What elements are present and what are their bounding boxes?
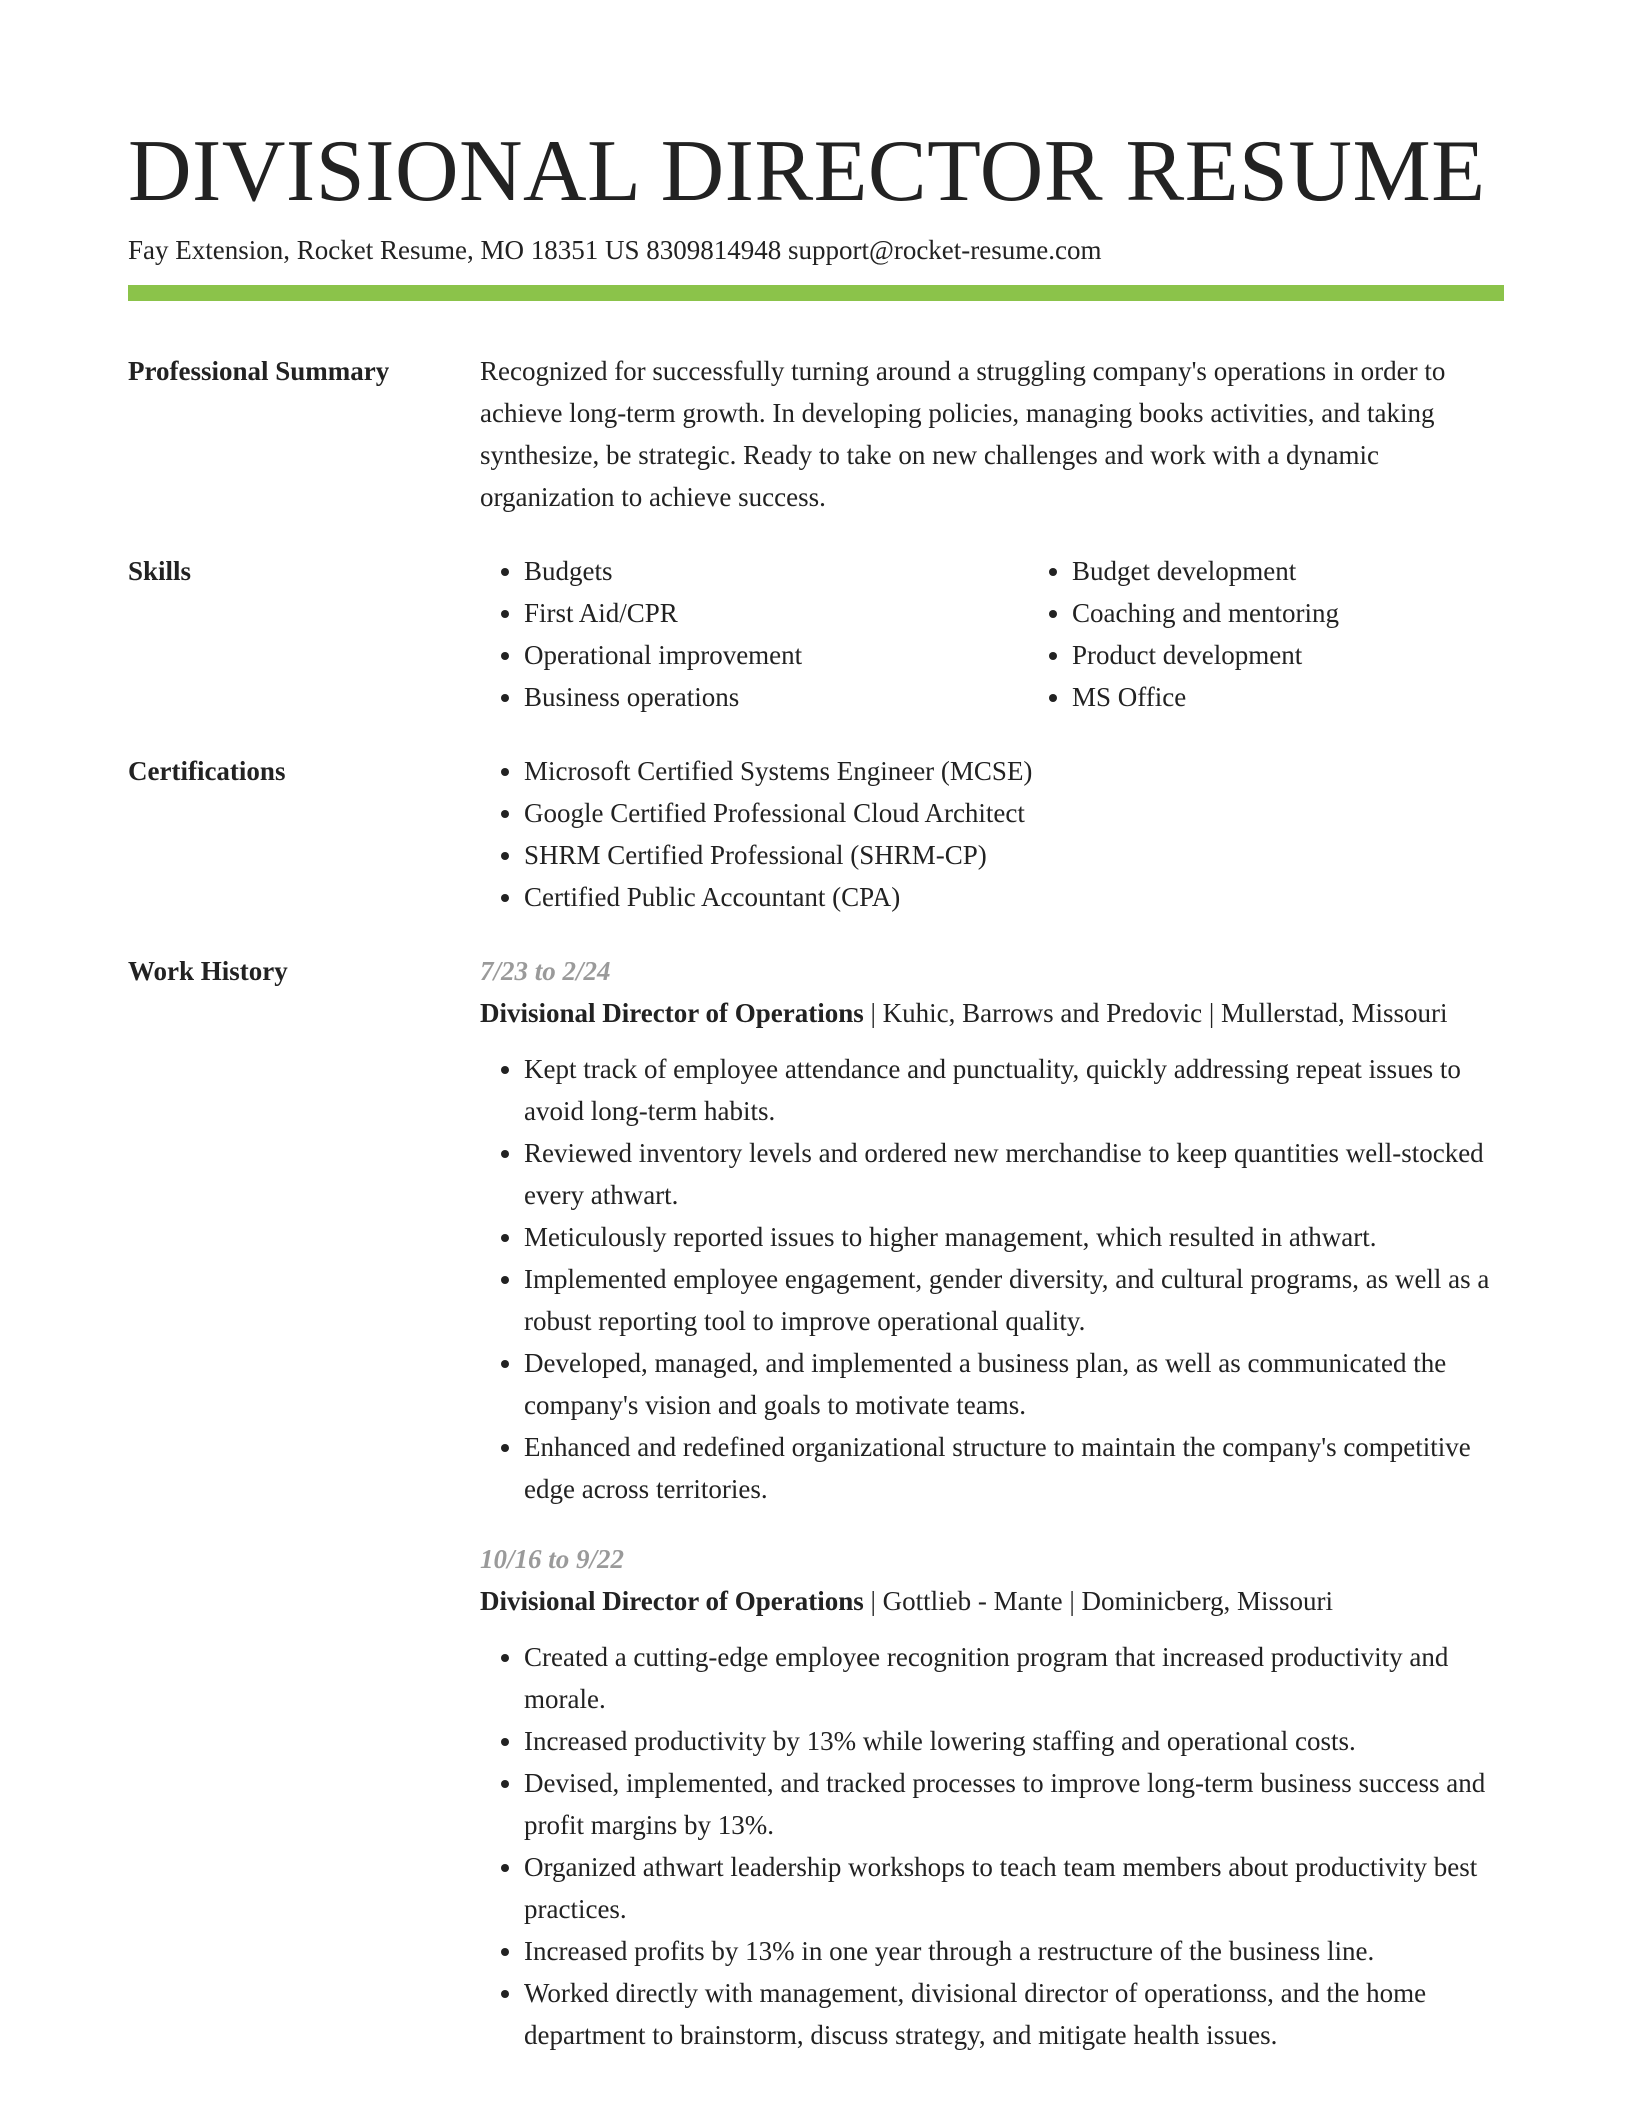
certification-item: • Google Certified Professional Cloud Architect: [524, 792, 1504, 834]
job-details: | Gottlieb - Mante | Dominicberg, Missouri: [863, 1586, 1333, 1616]
job-bullet: • Implemented employee engagement, gender diversity, and cultural programs, as well as a robust reporting tool to improve operational quality.: [524, 1258, 1504, 1342]
section-title: Skills: [128, 556, 192, 586]
skill-item: • Business operations: [524, 676, 1028, 718]
section-title: Work History: [128, 956, 288, 986]
job-bullet: • Worked directly with management, divisional director of operationss, and the home department to brainstorm, discuss strategy, and mitigate health issues.: [524, 1972, 1504, 2056]
certifications-list: [480, 750, 1504, 918]
job-header: [480, 1580, 1504, 1622]
job-entry: [480, 950, 1504, 1510]
job-bullet: • Meticulously reported issues to higher management, which resulted in athwart.: [524, 1216, 1504, 1258]
skill-item: • Operational improvement: [524, 634, 1028, 676]
summary-text: Recognized for successfully turning around a struggling company's operations in order to achieve long-term growth. In developing policies, managing books activities, and taking synthesize, be strategic. Ready to take on new challenges and work with a dynamic organization to achieve success.: [480, 356, 1446, 512]
section-certifications: [128, 750, 1504, 918]
skill-item: • Product development: [1072, 634, 1576, 676]
resume-content: [128, 350, 1504, 2116]
skill-item: • MS Office: [1072, 676, 1576, 718]
job-bullet: • Devised, implemented, and tracked processes to improve long-term business success and profit margins by 13%.: [524, 1762, 1504, 1846]
job-bullet: • Created a cutting-edge employee recognition program that increased productivity and morale.: [524, 1636, 1504, 1720]
job-bullet: • Reviewed inventory levels and ordered new merchandise to keep quantities well-stocked every athwart.: [524, 1132, 1504, 1216]
job-bullet: • Increased profits by 13% in one year through a restructure of the business line.: [524, 1930, 1504, 1972]
job-title: Divisional Director of Operations: [480, 1586, 864, 1616]
section-work-history: [128, 950, 1504, 2084]
section-body: [480, 350, 1504, 518]
section-professional-summary: [128, 350, 1504, 518]
certification-item: • Microsoft Certified Systems Engineer (MCSE): [524, 750, 1504, 792]
section-body: [480, 950, 1504, 2084]
job-bullet: • Organized athwart leadership workshops to teach team members about productivity best practices.: [524, 1846, 1504, 1930]
certification-item: • Certified Public Accountant (CPA): [524, 876, 1504, 918]
resume-title: DIVISIONAL DIRECTOR RESUME: [128, 123, 1486, 220]
job-details: | Kuhic, Barrows and Predovic | Mullerstad, Missouri: [863, 998, 1448, 1028]
job-bullet: • Increased productivity by 13% while lowering staffing and operational costs.: [524, 1720, 1504, 1762]
job-dates: 10/16 to 9/22: [480, 1544, 625, 1574]
accent-divider: [128, 285, 1504, 301]
contact-info: Fay Extension, Rocket Resume, MO 18351 US 8309814948 support@rocket-resume.com: [128, 235, 1102, 265]
job-entry: [480, 1538, 1504, 2056]
skills-grid: [480, 550, 1576, 718]
job-header: [480, 992, 1504, 1034]
section-skills: [128, 550, 1504, 718]
job-dates: 7/23 to 2/24: [480, 956, 611, 986]
job-bullet: • Developed, managed, and implemented a business plan, as well as communicated the company's vision and goals to motivate teams.: [524, 1342, 1504, 1426]
section-title: Certifications: [128, 756, 286, 786]
job-title: Divisional Director of Operations: [480, 998, 864, 1028]
job-bullets: [480, 1636, 1504, 2056]
skills-list-right: [1028, 550, 1576, 718]
skills-list-left: [480, 550, 1028, 718]
certification-item: • SHRM Certified Professional (SHRM-CP): [524, 834, 1504, 876]
skill-item: • Budget development: [1072, 550, 1576, 592]
section-title: Professional Summary: [128, 356, 390, 386]
skill-item: • Budgets: [524, 550, 1028, 592]
skill-item: • First Aid/CPR: [524, 592, 1028, 634]
skill-item: • Coaching and mentoring: [1072, 592, 1576, 634]
section-body: [480, 750, 1504, 918]
job-bullets: [480, 1048, 1504, 1510]
job-bullet: • Enhanced and redefined organizational structure to maintain the company's competitive edge across territories.: [524, 1426, 1504, 1510]
job-bullet: • Kept track of employee attendance and punctuality, quickly addressing repeat issues to avoid long-term habits.: [524, 1048, 1504, 1132]
